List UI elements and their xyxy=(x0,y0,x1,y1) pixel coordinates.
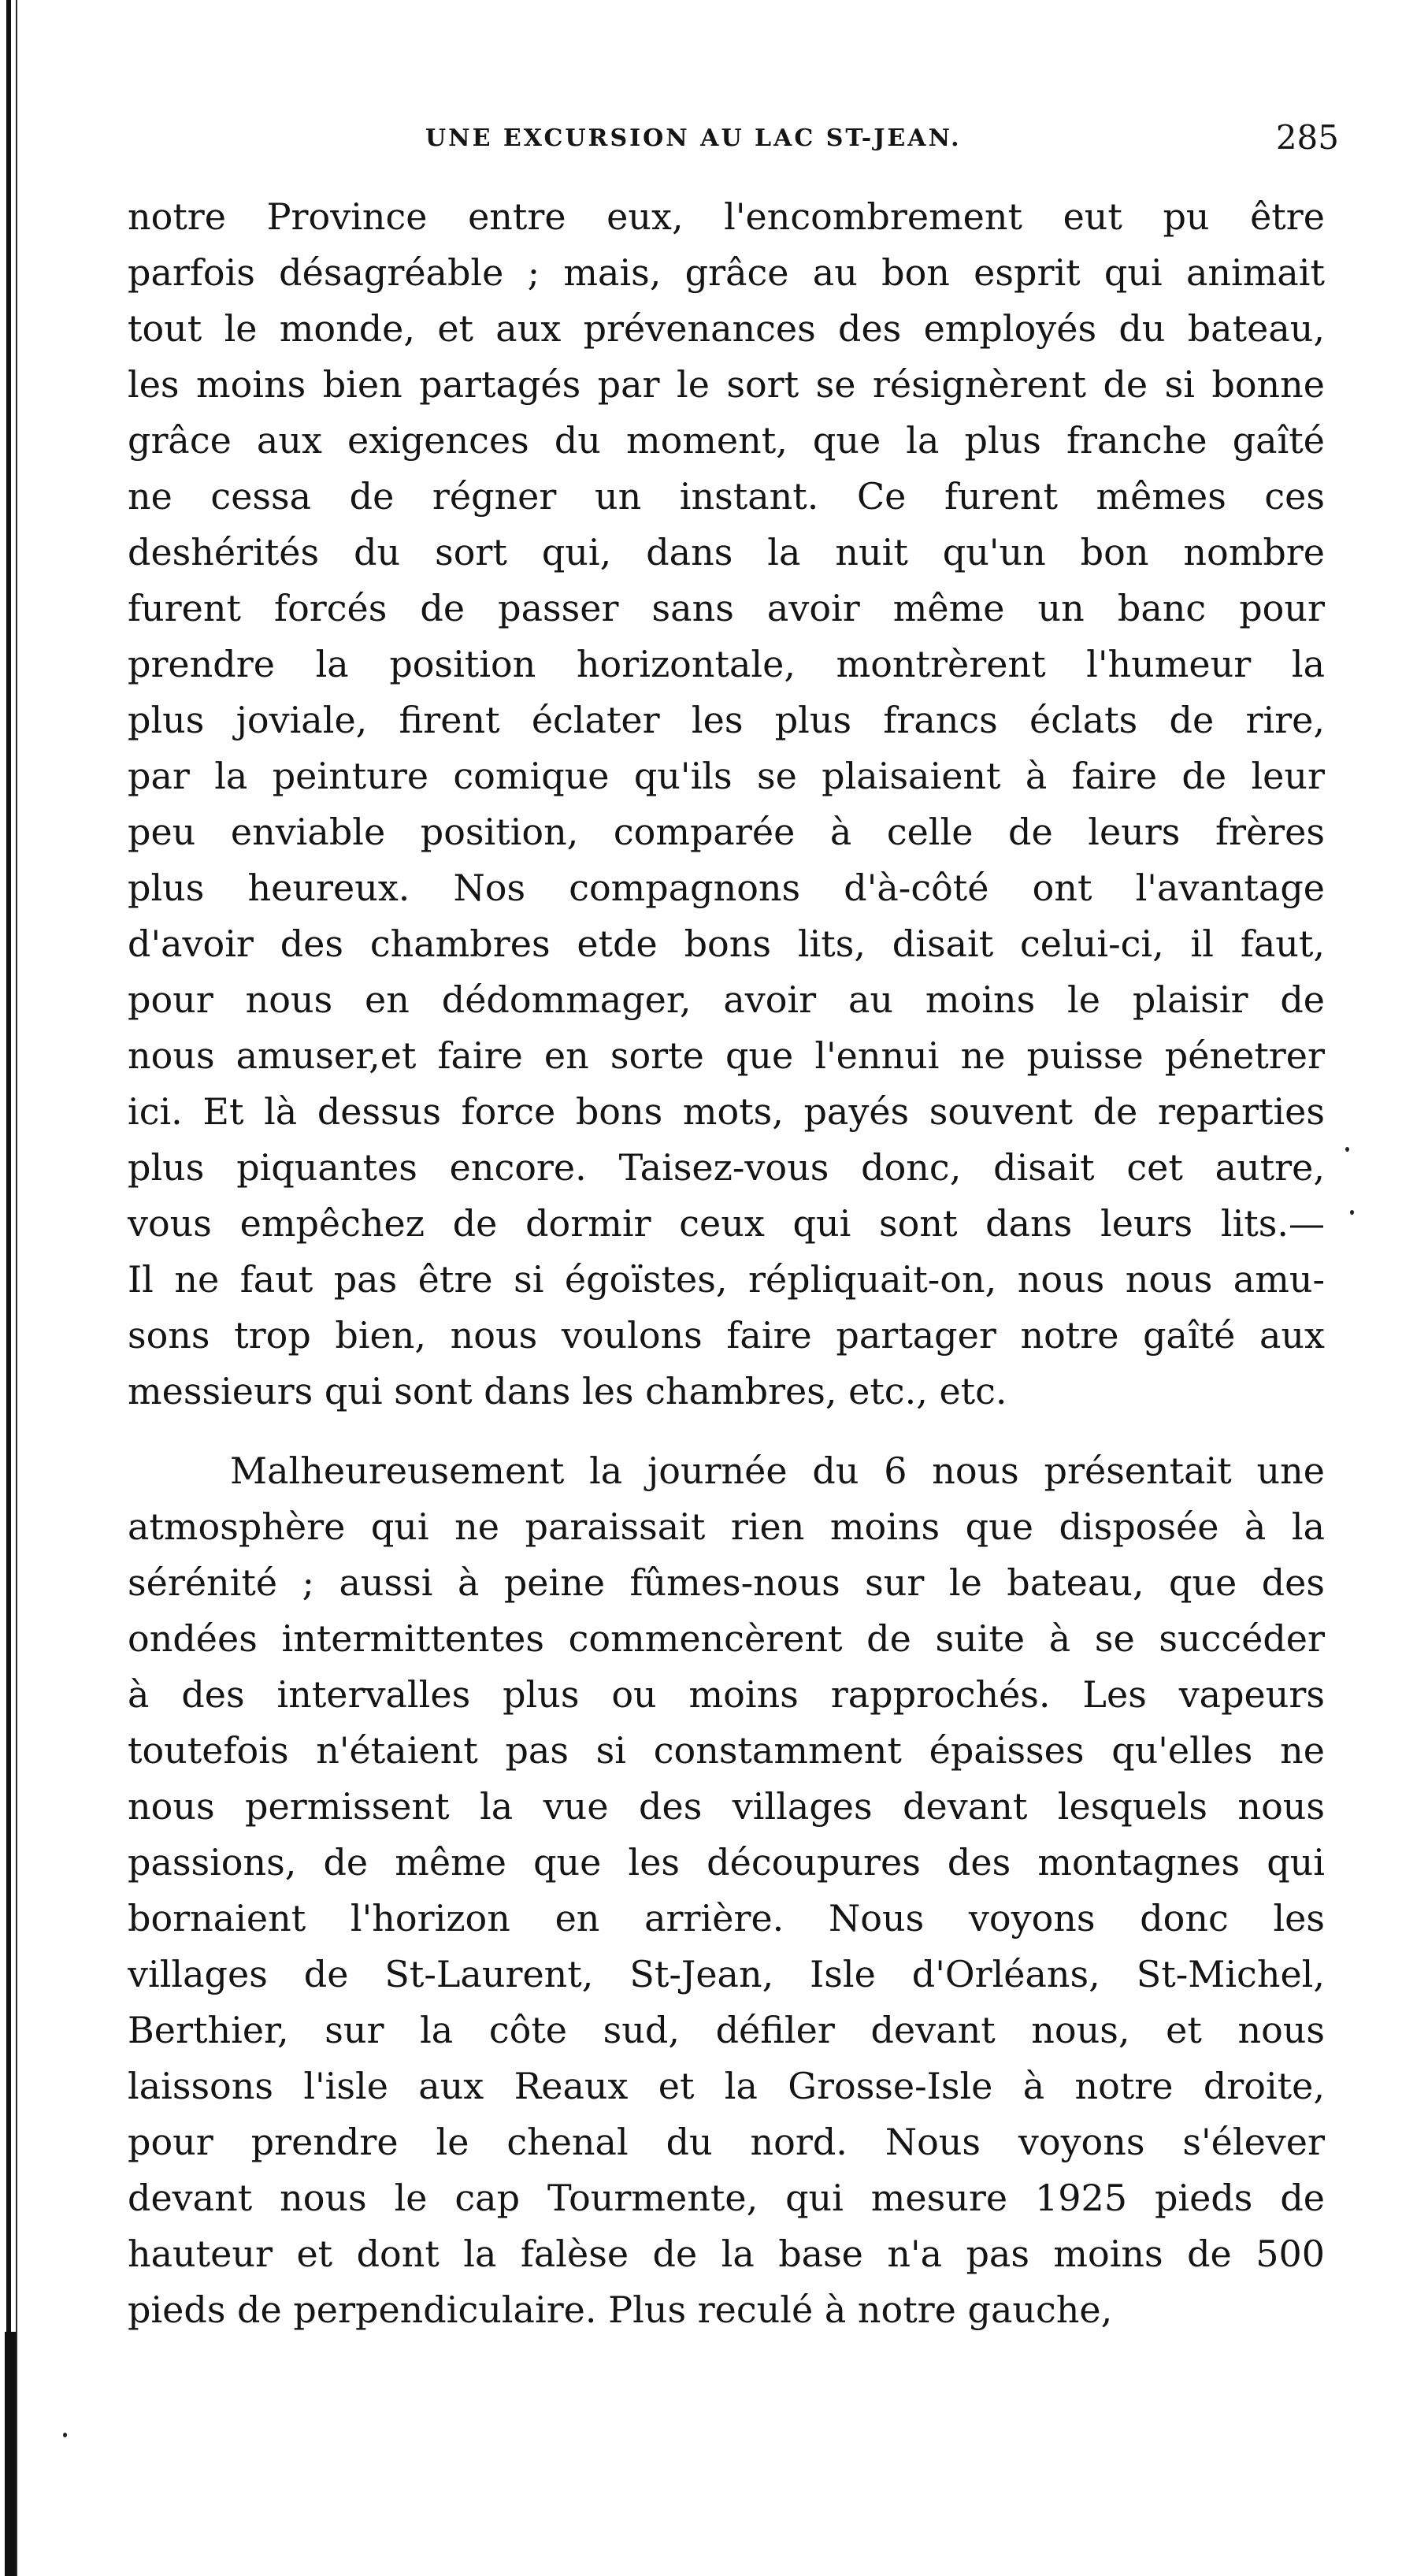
text-line: vous empêchez de dormir ceux qui sont dans leurs lits.— xyxy=(128,1202,1325,1245)
text-line: notre Province entre eux, l'encombrement eut pu être xyxy=(128,195,1325,238)
text-line: messieurs qui sont dans les chambres, etc., etc. xyxy=(128,1370,1007,1412)
text-line: parfois désagréable ; mais, grâce au bon esprit qui animait xyxy=(128,251,1325,294)
text-line: ne cessa de régner un instant. Ce furent mêmes ces xyxy=(128,475,1325,518)
ink-speck xyxy=(63,2433,67,2437)
page-binding-edge xyxy=(6,0,11,2576)
text-line: par la peinture comique qu'ils se plaisaient à faire de leur xyxy=(128,755,1325,797)
page-binding-edge-inner xyxy=(16,0,17,2576)
page-number: 285 xyxy=(1275,118,1339,157)
text-line: les moins bien partagés par le sort se résignèrent de si bonne xyxy=(128,363,1325,406)
text-line: atmosphère qui ne paraissait rien moins que disposée à la xyxy=(128,1505,1325,1548)
text-line: laissons l'isle aux Reaux et la Grosse-Isle à notre droite, xyxy=(128,2065,1325,2107)
text-line: tout le monde, et aux prévenances des employés du bateau, xyxy=(128,307,1325,350)
text-line: plus heureux. Nos compagnons d'à-côté ont l'avantage xyxy=(128,867,1325,909)
page-binding-shadow xyxy=(5,2332,16,2576)
text-line: villages de St-Laurent, St-Jean, Isle d'Orléans, St-Michel, xyxy=(128,1953,1325,1995)
text-line: Il ne faut pas être si égoïstes, répliquait-on, nous nous amu- xyxy=(128,1258,1325,1301)
text-line: hauteur et dont la falèse de la base n'a pas moins de 500 xyxy=(128,2233,1325,2275)
text-line: toutefois n'étaient pas si constamment épaisses qu'elles ne xyxy=(128,1729,1325,1772)
text-line: passions, de même que les découpures des montagnes qui xyxy=(128,1841,1325,1884)
text-line: nous permissent la vue des villages devant lesquels nous xyxy=(128,1785,1325,1828)
ink-speck xyxy=(1345,1147,1349,1152)
text-line: sons trop bien, nous voulons faire partager notre gaîté aux xyxy=(128,1314,1325,1357)
text-line: ondées intermittentes commencèrent de suite à se succéder xyxy=(128,1617,1325,1660)
text-line: devant nous le cap Tourmente, qui mesure 1925 pieds de xyxy=(128,2177,1325,2219)
running-title: UNE EXCURSION AU LAC ST-JEAN. xyxy=(425,124,962,152)
text-line: furent forcés de passer sans avoir même un banc pour xyxy=(128,587,1325,629)
text-line: pour nous en dédommager, avoir au moins le plaisir de xyxy=(128,978,1325,1021)
text-line: sérénité ; aussi à peine fûmes-nous sur le bateau, que des xyxy=(128,1561,1325,1604)
paragraph xyxy=(128,1443,1325,2338)
text-line: plus joviale, firent éclater les plus francs éclats de rire, xyxy=(128,699,1325,741)
text-line: ici. Et là dessus force bons mots, payés souvent de reparties xyxy=(128,1090,1325,1133)
running-header xyxy=(134,118,1339,165)
text-line: d'avoir des chambres etde bons lits, disait celui-ci, il faut, xyxy=(128,922,1325,965)
text-line: nous amuser,et faire en sorte que l'ennui ne puisse pénetrer xyxy=(128,1034,1325,1077)
text-line: bornaient l'horizon en arrière. Nous voyons donc les xyxy=(128,1897,1325,1939)
text-line: Berthier, sur la côte sud, défiler devant nous, et nous xyxy=(128,2009,1325,2051)
text-line: pour prendre le chenal du nord. Nous voyons s'élever xyxy=(128,2121,1325,2163)
text-line: prendre la position horizontale, montrèrent l'humeur la xyxy=(128,643,1325,685)
text-line: à des intervalles plus ou moins rapprochés. Les vapeurs xyxy=(128,1673,1325,1716)
text-line: peu enviable position, comparée à celle de leurs frères xyxy=(128,811,1325,853)
paragraph xyxy=(128,189,1325,1420)
text-line: plus piquantes encore. Taisez-vous donc, disait cet autre, xyxy=(128,1146,1325,1189)
text-line: deshérités du sort qui, dans la nuit qu'un bon nombre xyxy=(128,531,1325,573)
text-line: grâce aux exigences du moment, que la plus franche gaîté xyxy=(128,419,1325,462)
ink-speck xyxy=(1350,1210,1354,1215)
text-line: pieds de perpendiculaire. Plus reculé à notre gauche, xyxy=(128,2288,1113,2331)
text-line: Malheureusement la journée du 6 nous présentait une xyxy=(230,1449,1325,1492)
body-text xyxy=(128,189,1325,2338)
